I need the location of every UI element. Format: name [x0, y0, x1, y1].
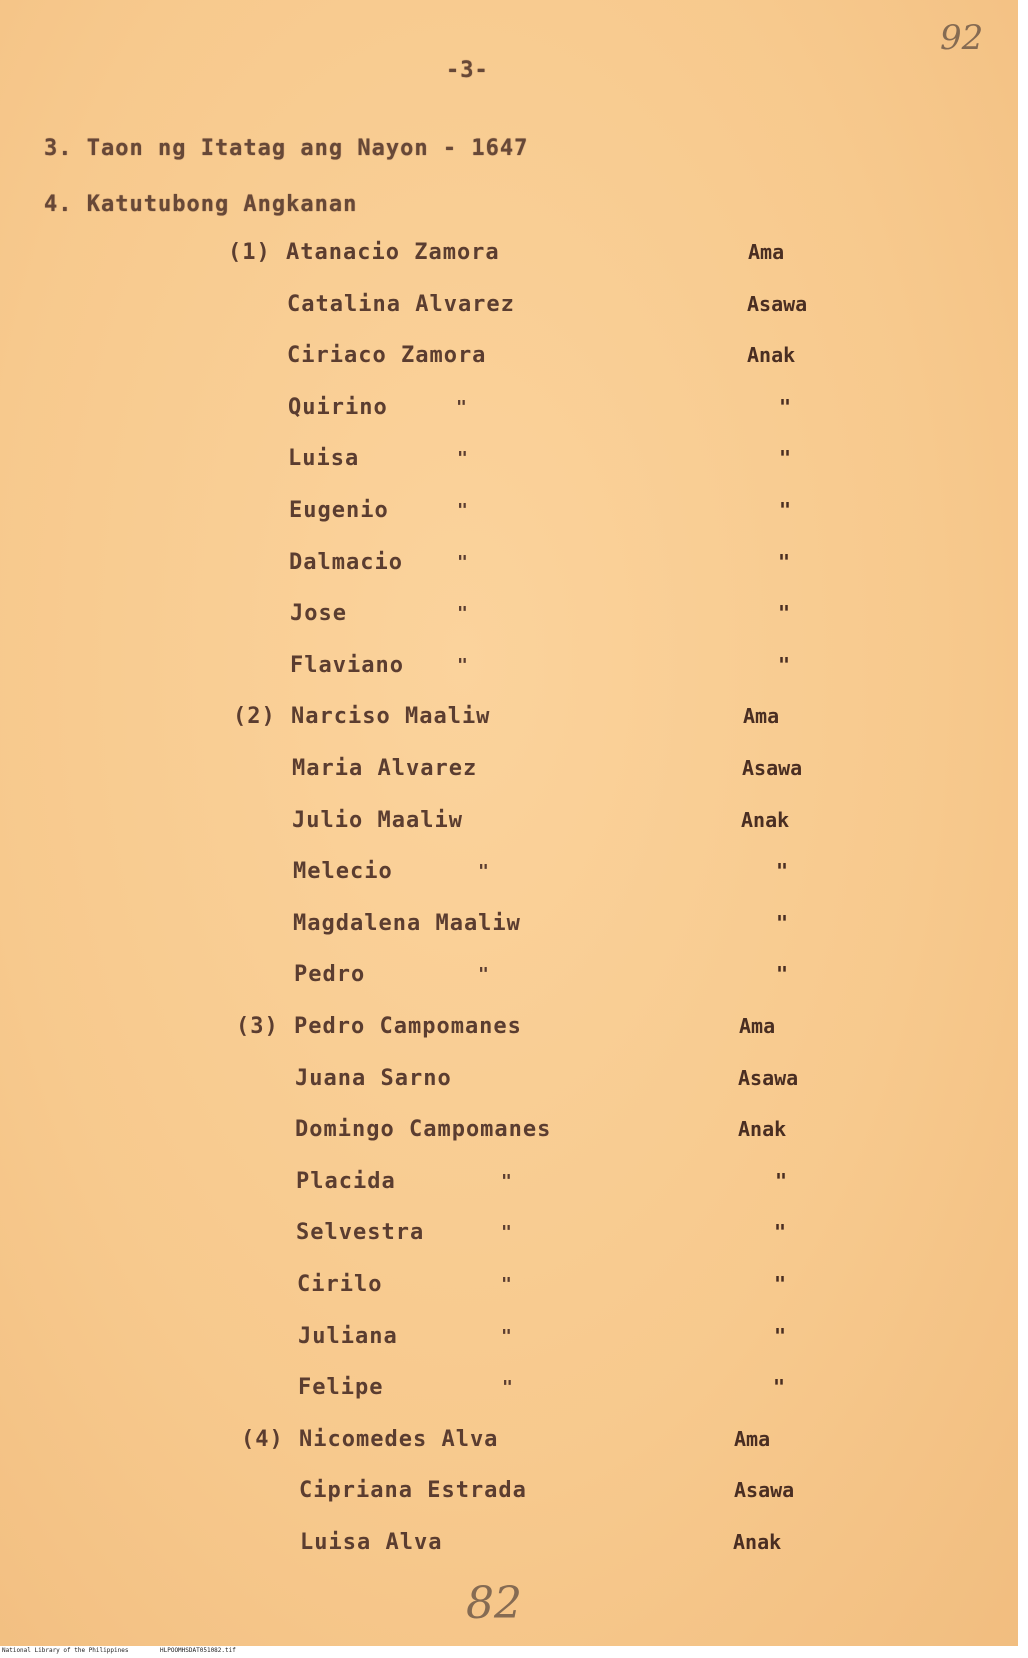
- member-name: Jose: [290, 601, 347, 626]
- page-number: -3-: [446, 58, 489, 83]
- relationship: Anak: [747, 343, 796, 367]
- family-member-row: [0, 1272, 1028, 1302]
- family-member-row: [0, 911, 1028, 941]
- ditto-mark: ": [502, 1377, 513, 1398]
- relationship: Ama: [748, 240, 785, 264]
- family-member-row: [0, 1530, 1028, 1560]
- relationship: ": [779, 395, 792, 419]
- member-name: Pedro: [294, 962, 366, 987]
- member-name: Ciriaco Zamora: [287, 343, 487, 368]
- relationship: ": [776, 962, 789, 986]
- relationship: Ama: [739, 1014, 776, 1038]
- member-name: Juliana: [298, 1324, 398, 1349]
- heading-native-families: 4. Katutubong Angkanan: [44, 192, 358, 217]
- relationship: Anak: [738, 1117, 787, 1141]
- member-name: Nicomedes Alva: [299, 1427, 499, 1452]
- family-group-number: (2): [233, 704, 276, 729]
- member-name: Pedro Campomanes: [294, 1014, 522, 1039]
- family-group-number: (4): [241, 1427, 284, 1452]
- relationship: Asawa: [742, 756, 803, 780]
- ditto-mark: ": [501, 1222, 512, 1243]
- family-member-row: [0, 1014, 1028, 1044]
- member-name: Dalmacio: [289, 550, 403, 575]
- member-name: Atanacio Zamora: [286, 240, 500, 265]
- family-member-row: [0, 1220, 1028, 1250]
- ditto-mark: ": [478, 964, 489, 985]
- footer-strip: [0, 1646, 1028, 1658]
- ditto-mark: ": [501, 1171, 512, 1192]
- family-member-row: [0, 446, 1028, 476]
- member-name: Cirilo: [297, 1272, 383, 1297]
- family-member-row: [0, 240, 1028, 270]
- relationship: Asawa: [738, 1066, 799, 1090]
- family-member-row: [0, 601, 1028, 631]
- member-name: Luisa Alva: [300, 1530, 443, 1555]
- footer-library-name: National Library of the Philippines: [2, 1647, 129, 1654]
- member-name: Magdalena Maaliw: [293, 911, 521, 936]
- ditto-mark: ": [501, 1274, 512, 1295]
- member-name: Placida: [296, 1169, 396, 1194]
- member-name: Maria Alvarez: [292, 756, 478, 781]
- member-name: Felipe: [298, 1375, 384, 1400]
- member-name: Flaviano: [290, 653, 404, 678]
- relationship: ": [779, 446, 792, 470]
- footer-file-name: HLPOOMHSDAT051082.tif: [160, 1647, 236, 1654]
- member-name: Luisa: [288, 446, 360, 471]
- family-member-row: [0, 343, 1028, 373]
- member-name: Selvestra: [296, 1220, 425, 1245]
- relationship: Anak: [741, 808, 790, 832]
- family-member-row: [0, 704, 1028, 734]
- relationship: ": [774, 1272, 787, 1296]
- family-group-number: (3): [236, 1014, 279, 1039]
- ditto-mark: ": [501, 1326, 512, 1347]
- family-member-row: [0, 756, 1028, 786]
- relationship: ": [774, 1324, 787, 1348]
- handwritten-folio-number: 92: [940, 18, 984, 58]
- family-member-row: [0, 395, 1028, 425]
- member-name: Narciso Maaliw: [291, 704, 491, 729]
- ditto-mark: ": [457, 552, 468, 573]
- relationship: ": [776, 911, 789, 935]
- family-member-row: [0, 1169, 1028, 1199]
- relationship: ": [775, 1169, 788, 1193]
- family-member-row: [0, 808, 1028, 838]
- family-member-row: [0, 1117, 1028, 1147]
- ditto-mark: ": [478, 861, 489, 882]
- family-member-row: [0, 859, 1028, 889]
- family-member-row: [0, 1324, 1028, 1354]
- member-name: Melecio: [293, 859, 393, 884]
- ditto-mark: ": [457, 500, 468, 521]
- member-name: Catalina Alvarez: [287, 292, 515, 317]
- family-member-row: [0, 1375, 1028, 1405]
- member-name: Cipriana Estrada: [299, 1478, 527, 1503]
- relationship: Ama: [743, 704, 780, 728]
- ditto-mark: ": [456, 397, 467, 418]
- family-member-row: [0, 498, 1028, 528]
- relationship: Anak: [733, 1530, 782, 1554]
- member-name: Quirino: [288, 395, 388, 420]
- relationship: ": [778, 653, 791, 677]
- relationship: Ama: [734, 1427, 771, 1451]
- relationship: Asawa: [747, 292, 808, 316]
- relationship: ": [776, 859, 789, 883]
- ditto-mark: ": [457, 603, 468, 624]
- member-name: Juana Sarno: [295, 1066, 452, 1091]
- heading-founding-year: 3. Taon ng Itatag ang Nayon - 1647: [44, 136, 529, 161]
- family-member-row: [0, 1478, 1028, 1508]
- family-member-row: [0, 292, 1028, 322]
- family-member-row: [0, 653, 1028, 683]
- handwritten-page-number: 82: [466, 1578, 522, 1629]
- family-member-row: [0, 962, 1028, 992]
- relationship: ": [773, 1375, 786, 1399]
- relationship: Asawa: [734, 1478, 795, 1502]
- relationship: ": [778, 601, 791, 625]
- family-group-number: (1): [228, 240, 271, 265]
- ditto-mark: ": [457, 448, 468, 469]
- member-name: Julio Maaliw: [292, 808, 463, 833]
- relationship: ": [774, 1220, 787, 1244]
- relationship: ": [779, 498, 792, 522]
- family-member-row: [0, 550, 1028, 580]
- member-name: Domingo Campomanes: [295, 1117, 552, 1142]
- relationship: ": [778, 550, 791, 574]
- family-member-row: [0, 1427, 1028, 1457]
- ditto-mark: ": [457, 655, 468, 676]
- member-name: Eugenio: [289, 498, 389, 523]
- family-member-row: [0, 1066, 1028, 1096]
